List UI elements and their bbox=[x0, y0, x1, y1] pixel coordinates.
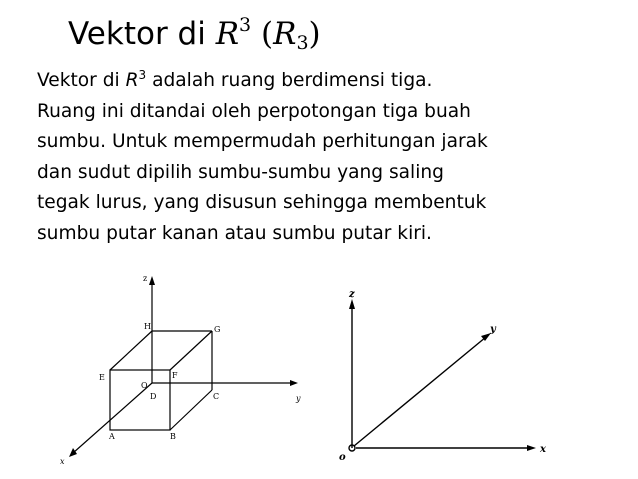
cube-label-f: F bbox=[172, 371, 178, 380]
axes-y-axis bbox=[354, 337, 486, 446]
title-text: Vektor di bbox=[68, 16, 216, 52]
line1-before: Vektor di bbox=[37, 70, 126, 91]
cube-label-g: G bbox=[214, 325, 221, 334]
line1-math: R bbox=[125, 70, 139, 91]
paragraph-line-3: sumbu. Untuk mempermudah perhitungan jarak bbox=[37, 131, 488, 152]
cube-label-c: C bbox=[213, 392, 220, 401]
axes-x-arrow bbox=[527, 445, 536, 451]
cube-label-a: A bbox=[109, 432, 115, 441]
cube-x-arrow bbox=[69, 448, 77, 457]
axes-label-origin: o bbox=[339, 452, 346, 463]
title-paren-open: ( bbox=[251, 16, 274, 52]
axes-z-arrow bbox=[349, 299, 355, 309]
cube-label-x: x bbox=[60, 457, 65, 466]
cube-edge-bc bbox=[170, 390, 212, 430]
cube-x-axis bbox=[73, 383, 152, 453]
cube-edge-fg bbox=[170, 331, 212, 370]
cube-front-face bbox=[110, 370, 170, 430]
cube-label-b: B bbox=[170, 432, 176, 441]
title-paren-close: ) bbox=[308, 16, 321, 52]
cube-y-arrow bbox=[290, 380, 298, 386]
line1-after: adalah ruang berdimensi tiga. bbox=[146, 70, 433, 91]
axes-figure bbox=[330, 285, 560, 470]
paragraph-line-6: sumbu putar kanan atau sumbu putar kiri. bbox=[37, 222, 432, 244]
title-paren-sub: 3 bbox=[296, 32, 309, 54]
cube-label-e: E bbox=[99, 373, 105, 382]
cube-label-z: z bbox=[143, 274, 148, 283]
paragraph-line-2: Ruang ini ditandai oleh perpotongan tiga buah bbox=[37, 100, 471, 122]
cube-label-d: D bbox=[150, 392, 157, 401]
cube-z-arrow bbox=[149, 276, 155, 285]
cube-edge-eh bbox=[110, 331, 152, 370]
axes-label-x: x bbox=[540, 444, 546, 455]
paragraph-line-5: tegak lurus, yang disusun sehingga membentuk bbox=[37, 192, 487, 213]
title-math-base: R bbox=[215, 16, 240, 52]
cube-figure bbox=[55, 268, 315, 476]
slide-title bbox=[68, 14, 321, 55]
title-math-sup: 3 bbox=[239, 14, 252, 36]
title-math-r-sub bbox=[273, 16, 308, 52]
cube-label-h: H bbox=[144, 322, 151, 331]
title-paren-base: R bbox=[273, 16, 297, 52]
cube-label-o: O bbox=[141, 381, 148, 390]
body-paragraph bbox=[37, 66, 633, 249]
paragraph-line-4: dan sudut dipilih sumbu-sumbu yang saling bbox=[37, 161, 444, 183]
cube-label-y: y bbox=[296, 394, 301, 403]
paragraph-line-1 bbox=[37, 66, 633, 97]
axes-label-y: y bbox=[490, 324, 496, 335]
line1-sup: 3 bbox=[138, 68, 147, 82]
title-math-r bbox=[216, 16, 251, 52]
axes-label-z: z bbox=[349, 289, 355, 300]
